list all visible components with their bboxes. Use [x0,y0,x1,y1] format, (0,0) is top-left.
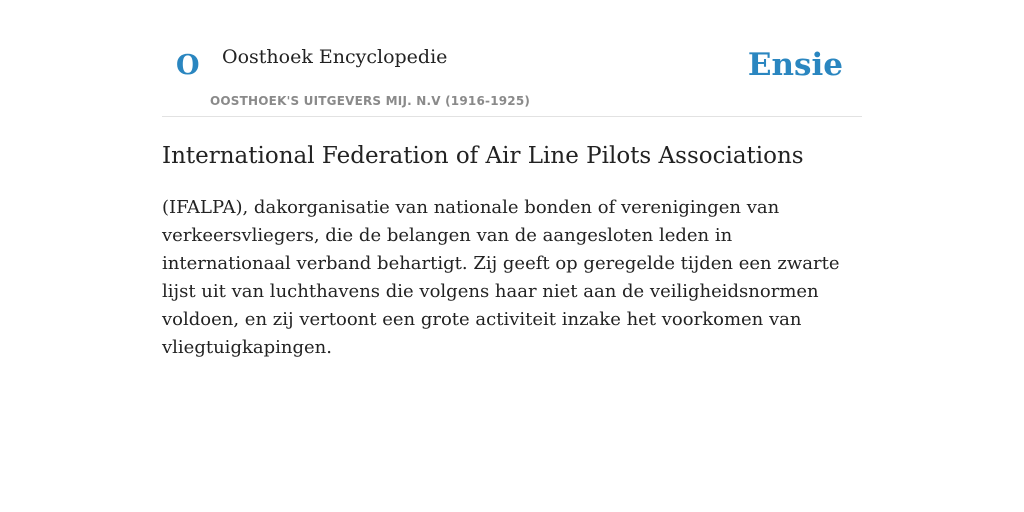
article-body: (IFALPA), dakorganisatie van nationale bonden of verenigingen van verkeersvliegers, die de belangen van de aangesloten leden in internationaal verband behartigt. Zij geeft op geregelde tijden een zwarte lijst uit van luchthavens die volgens haar niet aan de veiligheidsnormen voldoen, en zij vertoont een grote activiteit inzake het voorkomen van vliegtuigkapingen. [162,196,840,358]
article-title: International Federation of Air Line Pilots Associations [162,143,804,169]
article-card [162,0,862,362]
source-header [162,0,862,117]
ensie-brand-logo[interactable]: Ensie [747,47,843,83]
source-logo: O [176,50,200,81]
source-title-link[interactable]: Oosthoek Encyclopedie [222,46,448,68]
publisher-label: OOSTHOEK'S UITGEVERS MIJ. N.V (1916-1925) [210,94,531,108]
